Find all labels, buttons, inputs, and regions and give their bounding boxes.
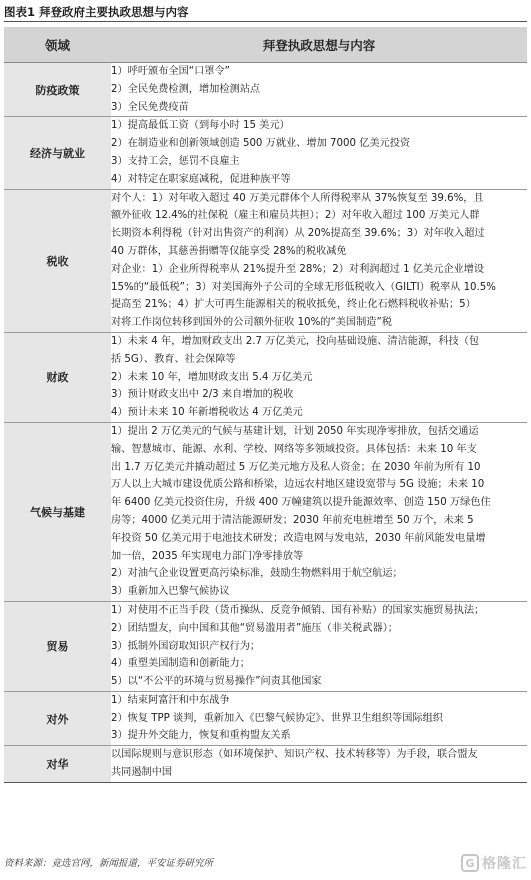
- content-line: 3）重新加入巴黎气候协议: [111, 586, 230, 598]
- content-line: 3）提升外交能力，恢复和重构盟友关系: [111, 730, 291, 742]
- row-content: [111, 189, 527, 332]
- content-line: 4）预计未来 10 年新增税收达 4 万亿美元: [111, 407, 303, 419]
- table-row: [4, 422, 527, 601]
- watermark-logo-icon: G: [461, 854, 479, 872]
- table-row: [4, 332, 527, 422]
- content-line: 提高至 21%；4）扩大可再生能源相关的税收抵免，终止化石燃料税收补贴；5）: [111, 299, 476, 311]
- table-row: [4, 746, 527, 783]
- content-line: 1）结束阿富汗和中东战争: [111, 694, 230, 706]
- content-line: 长期资本利得税（针对出售资产的利润）从 20%提高至 39.6%；3）对年收入超过: [111, 228, 485, 240]
- row-content: [111, 691, 527, 745]
- content-line: 括 5G）、教育、社会保障等: [111, 353, 236, 365]
- table-header-row: [4, 27, 527, 63]
- content-line: 对企业：1）企业所得税率从 21%提升至 28%；2）对利润超过 1 亿美元企业增设: [111, 263, 485, 275]
- policy-table: [4, 27, 527, 783]
- content-line: 共同遏制中国: [111, 767, 173, 779]
- content-line: 1）对使用不正当手段（货币操纵、反竞争倾销、国有补贴）的国家实施贸易执法；: [111, 604, 485, 616]
- row-category: 经济与就业: [4, 117, 111, 189]
- row-category: 防疫政策: [4, 63, 111, 117]
- content-line: 2）对油气企业设置更高污染标准，鼓励生物燃料用于航空航运；: [111, 568, 403, 580]
- content-line: 年 6400 亿美元投资住房，升级 400 万幢建筑以提升能源效率、创造 150 万绿色住: [111, 497, 491, 509]
- watermark: [461, 851, 527, 875]
- content-line: 2）未来 10 年，增加财政支出 5.4 万亿美元: [111, 371, 313, 383]
- table-body: [4, 63, 527, 783]
- row-content: [111, 63, 527, 117]
- row-category: 贸易: [4, 601, 111, 691]
- content-line: 万人以上大城市建设优质公路和桥梁，边远农村地区建设宽带与 5G 设施；未来 10: [111, 479, 485, 491]
- content-line: 出 1.7 万亿美元并撬动超过 5 万亿美元地方及私人资金；在 2030 年前为所有 10: [111, 461, 481, 473]
- row-content: [111, 117, 527, 189]
- content-line: 2）团结盟友，向中国和其他“贸易滥用者”施压（非关税武器）；: [111, 622, 398, 634]
- row-content: [111, 601, 527, 691]
- content-line: 4）重塑美国制造和创新能力；: [111, 658, 250, 670]
- table-row: [4, 601, 527, 691]
- row-content: [111, 332, 527, 422]
- table-row: [4, 189, 527, 332]
- content-line: 40 万群体，其慈善捐赠等仅能享受 28%的税收减免: [111, 245, 347, 257]
- content-line: 加一倍，2035 年实现电力部门净零排放等: [111, 550, 304, 562]
- content-line: 15%的“最低税”；3）对美国海外子公司的全球无形低税收入（GILTI）税率从 10.5%: [111, 281, 496, 293]
- content-line: 2）在制造业和创新领域创造 500 万就业、增加 7000 亿美元投资: [111, 138, 411, 150]
- table-row: [4, 117, 527, 189]
- content-line: 对将工作岗位转移到国外的公司额外征收 10%的“美国制造”税: [111, 317, 392, 329]
- row-category: 税收: [4, 189, 111, 332]
- content-line: 对个人：1）对年收入超过 40 万美元群体个人所得税率从 37%恢复至 39.6%，且: [111, 192, 484, 204]
- content-line: 2）恢复 TPP 谈判，重新加入《巴黎气候协定》、世界卫生组织等国际组织: [111, 712, 443, 724]
- content-line: 4）对特定在职家庭减税，促进种族平等: [111, 173, 291, 185]
- row-category: 对外: [4, 691, 111, 745]
- figure-title: 图表1 拜登政府主要执政思想与内容: [4, 5, 189, 19]
- content-line: 以国际规则与意识形态（如环境保护、知识产权、技术转移等）为手段，联合盟友: [111, 749, 478, 761]
- row-content: [111, 422, 527, 601]
- content-line: 输、智慧城市、能源、水利、学校、网络等多领域投资。具体包括：未来 10 年支: [111, 443, 477, 455]
- row-category: 气候与基建: [4, 422, 111, 601]
- row-content: [111, 746, 527, 783]
- title-divider: [4, 21, 527, 22]
- table-row: [4, 63, 527, 117]
- content-line: 3）全民免费疫苗: [111, 101, 189, 113]
- content-line: 1）提出 2 万亿美元的气候与基建计划，计划 2050 年实现净零排放，包括交通运: [111, 425, 479, 437]
- content-line: 1）未来 4 年，增加财政支出 2.7 万亿美元，投向基础设施、清洁能源，科技（包: [111, 335, 480, 347]
- content-line: 5）以“不公平的环境与贸易操作”问责其他国家: [111, 676, 322, 688]
- watermark-text: 格隆汇: [482, 856, 527, 872]
- content-line: 1）呼吁颁布全国“口罩令”: [111, 66, 230, 77]
- row-category: 财政: [4, 332, 111, 422]
- content-line: 2）全民免费检测，增加检测站点: [111, 83, 261, 95]
- content-line: 年投资 50 亿美元用于电池技术研发；改造电网与发电站，2030 年前风能发电量增: [111, 532, 486, 544]
- header-category: 领域: [4, 27, 111, 63]
- content-line: 房等；4000 亿美元用于清洁能源研发；2030 年前充电桩增至 50 万个，未来 5: [111, 514, 474, 526]
- table-row: [4, 691, 527, 745]
- content-line: 1）提高最低工资（到每小时 15 美元）: [111, 120, 290, 132]
- content-line: 额外征收 12.4%的社保税（雇主和雇员共担）；2）对年收入超过 100 万美元人群: [111, 210, 480, 222]
- source-note: 资料来源：竞选官网，新闻报道，平安证券研究所: [4, 858, 214, 869]
- header-content: 拜登执政思想与内容: [111, 27, 527, 63]
- content-line: 3）预计财政支出中 2/3 来自增加的税收: [111, 389, 294, 401]
- row-category: 对华: [4, 746, 111, 783]
- content-line: 3）抵制外国窃取知识产权行为；: [111, 640, 261, 652]
- content-line: 3）支持工会，惩罚不良雇主: [111, 155, 240, 167]
